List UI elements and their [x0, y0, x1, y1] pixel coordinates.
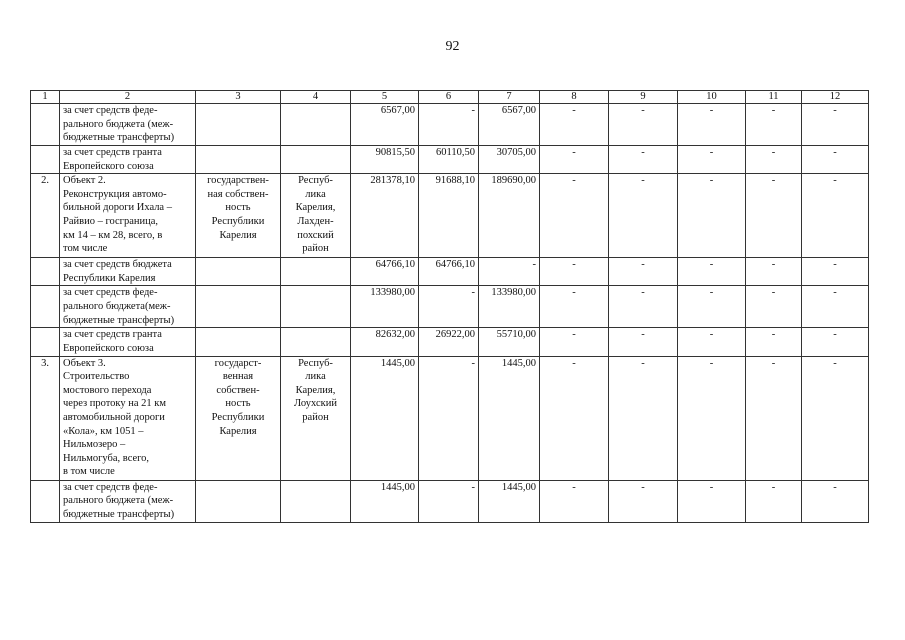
- value-col-9: -: [609, 328, 678, 356]
- location: [281, 286, 351, 328]
- ownership-form: [196, 146, 281, 174]
- column-header: 10: [678, 91, 746, 104]
- value-col-12: -: [802, 356, 869, 480]
- funding-source-row: [31, 286, 869, 328]
- column-header: 9: [609, 91, 678, 104]
- funding-source-row: [31, 146, 869, 174]
- value-col-9: -: [609, 286, 678, 328]
- row-description: за счет средств феде- рального бюджета (меж- бюджетные трансферты): [60, 104, 196, 146]
- row-number: [31, 146, 60, 174]
- ownership-form: [196, 286, 281, 328]
- row-description: за счет средств гранта Европейского союза: [60, 328, 196, 356]
- value-col-7: 1445,00: [479, 480, 540, 522]
- value-col-6: -: [419, 480, 479, 522]
- value-col-6: 91688,10: [419, 174, 479, 258]
- row-description: за счет средств гранта Европейского союза: [60, 146, 196, 174]
- row-number: [31, 480, 60, 522]
- funding-source-row: [31, 104, 869, 146]
- column-number-row: [31, 91, 869, 104]
- location: Респуб- лика Карелия, Лоухский район: [281, 356, 351, 480]
- location: [281, 146, 351, 174]
- ownership-form: [196, 328, 281, 356]
- value-col-8: -: [540, 174, 609, 258]
- value-col-6: 26922,00: [419, 328, 479, 356]
- location: [281, 104, 351, 146]
- value-col-11: -: [746, 174, 802, 258]
- funding-source-row: [31, 258, 869, 286]
- value-col-11: -: [746, 356, 802, 480]
- row-description: Объект 2. Реконструкция автомо- бильной дороги Ихала – Райвио – госграница, км 14 – км 28, всего, в том числе: [60, 174, 196, 258]
- column-header: 6: [419, 91, 479, 104]
- row-number: [31, 104, 60, 146]
- row-number: [31, 328, 60, 356]
- value-col-11: -: [746, 104, 802, 146]
- value-col-8: -: [540, 146, 609, 174]
- object-row: [31, 174, 869, 258]
- page-number: 92: [445, 39, 460, 54]
- value-col-6: -: [419, 356, 479, 480]
- column-header: 5: [351, 91, 419, 104]
- value-col-9: -: [609, 258, 678, 286]
- value-col-9: -: [609, 104, 678, 146]
- ownership-form: [196, 104, 281, 146]
- budget-table: [30, 90, 869, 523]
- value-col-11: -: [746, 258, 802, 286]
- ownership-form: государст- венная собствен- ность Республики Карелия: [196, 356, 281, 480]
- value-col-8: -: [540, 480, 609, 522]
- ownership-form: государствен- ная собствен- ность Республики Карелия: [196, 174, 281, 258]
- value-col-7: 133980,00: [479, 286, 540, 328]
- value-col-12: -: [802, 146, 869, 174]
- row-number: 2.: [31, 174, 60, 258]
- value-col-12: -: [802, 104, 869, 146]
- column-header: 1: [31, 91, 60, 104]
- value-col-8: -: [540, 258, 609, 286]
- value-col-10: -: [678, 480, 746, 522]
- location: [281, 328, 351, 356]
- row-description: Объект 3. Строительство мостового перехода через протоку на 21 км автомобильной дороги «Кола», км 1051 – Нильмозеро – Нильмогуба, всего, в том числе: [60, 356, 196, 480]
- value-col-11: -: [746, 146, 802, 174]
- table-body: [31, 104, 869, 523]
- value-col-6: 64766,10: [419, 258, 479, 286]
- value-col-10: -: [678, 286, 746, 328]
- ownership-form: [196, 480, 281, 522]
- column-header: 11: [746, 91, 802, 104]
- value-col-10: -: [678, 356, 746, 480]
- value-col-7: 30705,00: [479, 146, 540, 174]
- value-col-10: -: [678, 104, 746, 146]
- value-col-6: 60110,50: [419, 146, 479, 174]
- column-header: 3: [196, 91, 281, 104]
- object-row: [31, 356, 869, 480]
- value-col-10: -: [678, 174, 746, 258]
- value-col-10: -: [678, 258, 746, 286]
- value-col-5: 64766,10: [351, 258, 419, 286]
- column-header: 4: [281, 91, 351, 104]
- value-col-11: -: [746, 480, 802, 522]
- row-description: за счет средств феде- рального бюджета(меж- бюджетные трансферты): [60, 286, 196, 328]
- location: [281, 480, 351, 522]
- location: Респуб- лика Карелия, Лахден- похский район: [281, 174, 351, 258]
- row-number: [31, 258, 60, 286]
- value-col-12: -: [802, 328, 869, 356]
- ownership-form: [196, 258, 281, 286]
- value-col-11: -: [746, 286, 802, 328]
- value-col-6: -: [419, 104, 479, 146]
- value-col-5: 82632,00: [351, 328, 419, 356]
- value-col-8: -: [540, 286, 609, 328]
- column-header: 2: [60, 91, 196, 104]
- value-col-8: -: [540, 104, 609, 146]
- value-col-6: -: [419, 286, 479, 328]
- value-col-12: -: [802, 174, 869, 258]
- value-col-8: -: [540, 328, 609, 356]
- value-col-11: -: [746, 328, 802, 356]
- value-col-12: -: [802, 480, 869, 522]
- value-col-8: -: [540, 356, 609, 480]
- value-col-7: 189690,00: [479, 174, 540, 258]
- column-header: 12: [802, 91, 869, 104]
- row-number: 3.: [31, 356, 60, 480]
- column-header: 8: [540, 91, 609, 104]
- value-col-9: -: [609, 174, 678, 258]
- value-col-7: 6567,00: [479, 104, 540, 146]
- row-description: за счет средств бюджета Республики Карелия: [60, 258, 196, 286]
- funding-source-row: [31, 480, 869, 522]
- value-col-7: 1445,00: [479, 356, 540, 480]
- value-col-9: -: [609, 146, 678, 174]
- column-header: 7: [479, 91, 540, 104]
- value-col-10: -: [678, 328, 746, 356]
- value-col-9: -: [609, 356, 678, 480]
- value-col-7: 55710,00: [479, 328, 540, 356]
- funding-source-row: [31, 328, 869, 356]
- value-col-5: 1445,00: [351, 480, 419, 522]
- value-col-5: 133980,00: [351, 286, 419, 328]
- location: [281, 258, 351, 286]
- value-col-5: 1445,00: [351, 356, 419, 480]
- value-col-9: -: [609, 480, 678, 522]
- value-col-7: -: [479, 258, 540, 286]
- value-col-12: -: [802, 258, 869, 286]
- value-col-5: 281378,10: [351, 174, 419, 258]
- value-col-10: -: [678, 146, 746, 174]
- row-description: за счет средств феде- рального бюджета (меж- бюджетные трансферты): [60, 480, 196, 522]
- value-col-5: 6567,00: [351, 104, 419, 146]
- row-number: [31, 286, 60, 328]
- value-col-12: -: [802, 286, 869, 328]
- value-col-5: 90815,50: [351, 146, 419, 174]
